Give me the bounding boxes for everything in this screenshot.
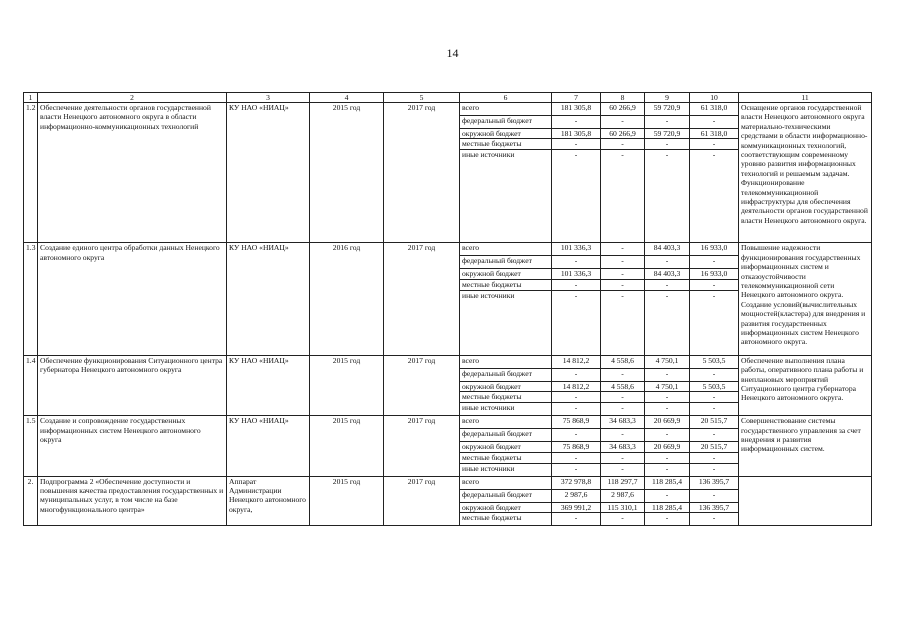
amount-cell: -	[601, 256, 645, 269]
amount-cell: 34 683,3	[601, 416, 645, 429]
measure-name: Обеспечение деятельности органов государственной власти Ненецкого автономного округа в области информационно-коммуникационных технологий	[38, 103, 227, 243]
amount-cell: 14 812,2	[552, 381, 601, 391]
funding-source: федеральный бюджет	[460, 116, 552, 129]
amount-cell: 75 868,9	[552, 416, 601, 429]
amount-cell: -	[645, 116, 690, 129]
amount-cell: -	[645, 513, 690, 526]
row-number: 2.	[24, 476, 38, 525]
column-header: 5	[384, 93, 460, 103]
amount-cell: -	[645, 392, 690, 403]
amount-cell: -	[601, 269, 645, 279]
amount-cell: -	[601, 243, 645, 256]
start-year: 2015 год	[310, 355, 384, 415]
program-measures-table	[23, 92, 872, 526]
amount-cell: 101 336,3	[552, 243, 601, 256]
amount-cell: 14 812,2	[552, 355, 601, 368]
table-row	[24, 243, 872, 256]
amount-cell: -	[601, 368, 645, 381]
amount-cell: -	[690, 452, 739, 463]
amount-cell: 20 515,7	[690, 442, 739, 452]
amount-cell: -	[645, 489, 690, 502]
column-header: 3	[227, 93, 310, 103]
amount-cell: -	[552, 279, 601, 290]
amount-cell: -	[601, 452, 645, 463]
amount-cell: 372 978,8	[552, 476, 601, 489]
start-year: 2015 год	[310, 103, 384, 243]
amount-cell: -	[645, 150, 690, 243]
amount-cell: 4 750,1	[645, 381, 690, 391]
funding-source: местные бюджеты	[460, 392, 552, 403]
amount-cell: 369 991,2	[552, 502, 601, 512]
funding-source: всего	[460, 103, 552, 116]
funding-source: иные источники	[460, 290, 552, 355]
amount-cell: 115 310,1	[601, 502, 645, 512]
amount-cell: -	[552, 116, 601, 129]
amount-cell: 20 515,7	[690, 416, 739, 429]
amount-cell: -	[645, 452, 690, 463]
amount-cell: -	[690, 513, 739, 526]
amount-cell: -	[690, 279, 739, 290]
amount-cell: -	[552, 392, 601, 403]
end-year: 2017 год	[384, 103, 460, 243]
amount-cell: -	[601, 403, 645, 416]
end-year: 2017 год	[384, 476, 460, 525]
amount-cell: -	[645, 139, 690, 150]
amount-cell: 75 868,9	[552, 442, 601, 452]
amount-cell: 5 503,5	[690, 355, 739, 368]
amount-cell: 84 403,3	[645, 243, 690, 256]
column-header-row	[24, 93, 872, 103]
amount-cell: 181 305,8	[552, 103, 601, 116]
amount-cell: 84 403,3	[645, 269, 690, 279]
amount-cell: -	[552, 429, 601, 442]
amount-cell: 59 720,9	[645, 129, 690, 139]
amount-cell: -	[601, 290, 645, 355]
column-header: 10	[690, 93, 739, 103]
amount-cell: 16 933,0	[690, 269, 739, 279]
amount-cell: 59 720,9	[645, 103, 690, 116]
amount-cell: -	[552, 139, 601, 150]
funding-source: всего	[460, 416, 552, 429]
expected-result: Повышение надежности функционирования государственных информационных систем и отказоустойчивости телекоммуникационной сети Ненецкого автономного округа. Создание условий(вычислительных мощностей(кластера) для внедрения и развития государственных информационных систем Ненецкого автономного округа.	[739, 243, 872, 355]
amount-cell: -	[690, 150, 739, 243]
funding-source: всего	[460, 355, 552, 368]
start-year: 2015 год	[310, 476, 384, 525]
amount-cell: -	[601, 429, 645, 442]
start-year: 2015 год	[310, 416, 384, 476]
amount-cell: -	[601, 139, 645, 150]
row-number: 1.5	[24, 416, 38, 476]
amount-cell: -	[645, 463, 690, 476]
funding-source: федеральный бюджет	[460, 429, 552, 442]
amount-cell: 4 750,1	[645, 355, 690, 368]
amount-cell: -	[552, 403, 601, 416]
measure-name: Создание единого центра обработки данных Ненецкого автономного округа	[38, 243, 227, 355]
executor: КУ НАО «НИАЦ»	[227, 103, 310, 243]
end-year: 2017 год	[384, 355, 460, 415]
amount-cell: -	[645, 290, 690, 355]
amount-cell: -	[552, 150, 601, 243]
expected-result: Совершенствование системы государственного управления за счет внедрения и развития информационных систем.	[739, 416, 872, 476]
column-header: 2	[38, 93, 227, 103]
amount-cell: 118 285,4	[645, 476, 690, 489]
amount-cell: 4 558,6	[601, 381, 645, 391]
amount-cell: 4 558,6	[601, 355, 645, 368]
column-header: 1	[24, 93, 38, 103]
table-row	[24, 355, 872, 368]
measure-name: Обеспечение функционирования Ситуационного центра губернатора Ненецкого автономного округа	[38, 355, 227, 415]
amount-cell: 2 987,6	[552, 489, 601, 502]
amount-cell: -	[645, 368, 690, 381]
amount-cell: 61 318,0	[690, 129, 739, 139]
measure-name: Подпрограмма 2 «Обеспечение доступности и повышения качества предоставления государственных и муниципальных услуг, в том числе на базе многофункционального центра»	[38, 476, 227, 525]
amount-cell: -	[690, 392, 739, 403]
end-year: 2017 год	[384, 416, 460, 476]
amount-cell: -	[552, 290, 601, 355]
amount-cell: -	[690, 139, 739, 150]
amount-cell: 34 683,3	[601, 442, 645, 452]
column-header: 11	[739, 93, 872, 103]
funding-source: окружной бюджет	[460, 502, 552, 512]
funding-source: местные бюджеты	[460, 279, 552, 290]
executor: КУ НАО «НИАЦ»	[227, 355, 310, 415]
funding-source: иные источники	[460, 150, 552, 243]
executor: КУ НАО «НИАЦ»	[227, 243, 310, 355]
amount-cell: 118 285,4	[645, 502, 690, 512]
amount-cell: 2 987,6	[601, 489, 645, 502]
row-number: 1.3	[24, 243, 38, 355]
funding-source: федеральный бюджет	[460, 489, 552, 502]
amount-cell: -	[601, 116, 645, 129]
amount-cell: -	[601, 279, 645, 290]
amount-cell: -	[552, 368, 601, 381]
amount-cell: 181 305,8	[552, 129, 601, 139]
funding-source: окружной бюджет	[460, 129, 552, 139]
amount-cell: -	[690, 403, 739, 416]
amount-cell: -	[690, 463, 739, 476]
amount-cell: -	[552, 513, 601, 526]
column-header: 7	[552, 93, 601, 103]
table-row	[24, 103, 872, 116]
amount-cell: 60 266,9	[601, 103, 645, 116]
funding-source: окружной бюджет	[460, 381, 552, 391]
amount-cell: 101 336,3	[552, 269, 601, 279]
amount-cell: 5 503,5	[690, 381, 739, 391]
amount-cell: 136 395,7	[690, 502, 739, 512]
funding-source: иные источники	[460, 403, 552, 416]
amount-cell: 20 669,9	[645, 416, 690, 429]
amount-cell: -	[645, 256, 690, 269]
amount-cell: -	[645, 279, 690, 290]
table-row	[24, 416, 872, 429]
amount-cell: -	[690, 116, 739, 129]
amount-cell: -	[690, 368, 739, 381]
expected-result: Оснащение органов государственной власти Ненецкого автономного округа материально-техническими средствами в области информационно-коммуникационных технологий, соответствующим современному уровню развития информационных технологий и решаемым задачам. Функционирование телекоммуникационной инфраструктуры для обеспечения деятельности органов государственной власти Ненецкого автономного округа.	[739, 103, 872, 243]
executor: Аппарат Администрации Ненецкого автономного округа,	[227, 476, 310, 525]
column-header: 8	[601, 93, 645, 103]
amount-cell: -	[690, 429, 739, 442]
column-header: 9	[645, 93, 690, 103]
funding-source: окружной бюджет	[460, 269, 552, 279]
funding-source: окружной бюджет	[460, 442, 552, 452]
amount-cell: -	[690, 489, 739, 502]
row-number: 1.2	[24, 103, 38, 243]
funding-source: местные бюджеты	[460, 139, 552, 150]
funding-source: иные источники	[460, 463, 552, 476]
end-year: 2017 год	[384, 243, 460, 355]
amount-cell: -	[552, 452, 601, 463]
table-row	[24, 476, 872, 489]
amount-cell: 61 318,0	[690, 103, 739, 116]
funding-source: федеральный бюджет	[460, 256, 552, 269]
funding-source: федеральный бюджет	[460, 368, 552, 381]
amount-cell: -	[645, 429, 690, 442]
funding-source: местные бюджеты	[460, 513, 552, 526]
amount-cell: -	[552, 256, 601, 269]
amount-cell: -	[601, 463, 645, 476]
expected-result: Обеспечение выполнения плана работы, оперативного плана работы и внеплановых мероприятий Ситуационного центра губернатора Ненецкого автономного округа.	[739, 355, 872, 415]
amount-cell: 60 266,9	[601, 129, 645, 139]
amount-cell: 118 297,7	[601, 476, 645, 489]
column-header: 6	[460, 93, 552, 103]
amount-cell: 16 933,0	[690, 243, 739, 256]
amount-cell: 136 395,7	[690, 476, 739, 489]
amount-cell: -	[601, 392, 645, 403]
measure-name: Создание и сопровождение государственных информационных систем Ненецкого автономного округа	[38, 416, 227, 476]
funding-source: местные бюджеты	[460, 452, 552, 463]
executor: КУ НАО «НИАЦ»	[227, 416, 310, 476]
amount-cell: -	[601, 513, 645, 526]
funding-source: всего	[460, 243, 552, 256]
page-number: 14	[446, 46, 459, 60]
row-number: 1.4	[24, 355, 38, 415]
funding-source: всего	[460, 476, 552, 489]
amount-cell: -	[690, 290, 739, 355]
amount-cell: -	[601, 150, 645, 243]
start-year: 2016 год	[310, 243, 384, 355]
amount-cell: 20 669,9	[645, 442, 690, 452]
expected-result	[739, 476, 872, 525]
amount-cell: -	[552, 463, 601, 476]
amount-cell: -	[690, 256, 739, 269]
amount-cell: -	[645, 403, 690, 416]
column-header: 4	[310, 93, 384, 103]
